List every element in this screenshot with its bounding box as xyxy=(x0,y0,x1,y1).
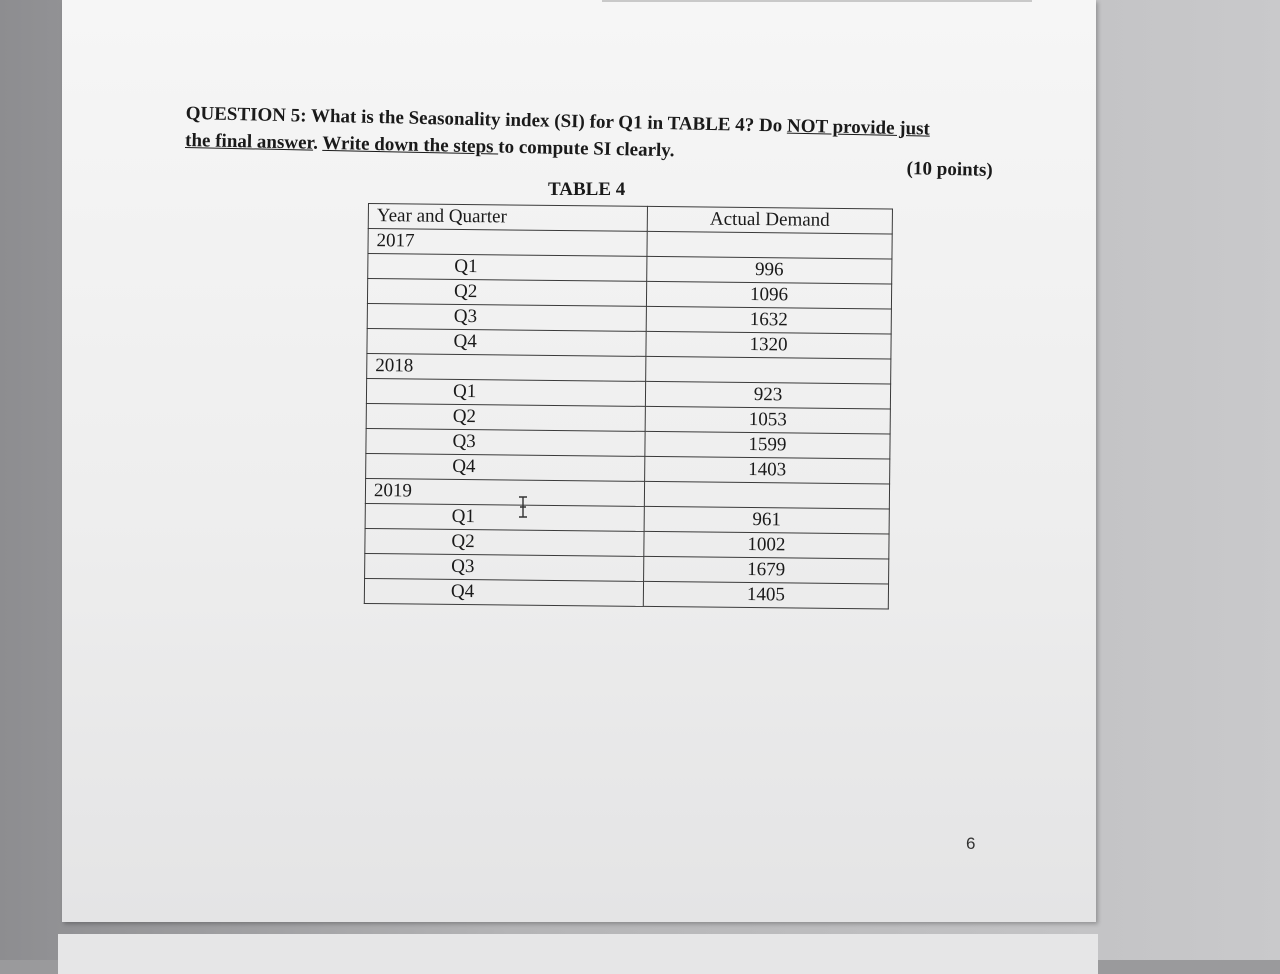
demand-cell: 1320 xyxy=(646,331,891,359)
not-provide-text: NOT provide just xyxy=(786,115,931,140)
demand-cell: 1405 xyxy=(643,581,888,609)
demand-cell: 1002 xyxy=(644,531,889,559)
final-answer-text: the final answer xyxy=(184,129,314,154)
top-rule xyxy=(602,0,1032,2)
demand-cell: 1599 xyxy=(645,431,890,459)
demand-table xyxy=(364,203,893,609)
year-empty-cell xyxy=(647,231,892,259)
quarter-cell: Q4 xyxy=(364,578,643,606)
demand-cell: 1403 xyxy=(645,456,890,484)
quarter-cell: Q3 xyxy=(367,303,646,331)
header-actual-demand: Actual Demand xyxy=(647,206,892,234)
year-empty-cell xyxy=(644,481,889,509)
year-cell: 2018 xyxy=(367,353,646,381)
quarter-cell: Q4 xyxy=(367,328,646,356)
quarter-cell: Q2 xyxy=(366,403,645,431)
page-number: 6 xyxy=(966,834,976,853)
year-empty-cell xyxy=(646,356,891,384)
table-title: TABLE 4 xyxy=(548,179,626,200)
demand-cell: 923 xyxy=(645,381,890,409)
demand-cell: 961 xyxy=(644,506,889,534)
demand-cell: 1632 xyxy=(646,306,891,334)
quarter-cell: Q3 xyxy=(366,428,645,456)
separator-text: . xyxy=(312,132,323,154)
points-label: (10 points) xyxy=(906,158,993,181)
quarter-cell: Q2 xyxy=(365,528,644,556)
text-cursor-icon xyxy=(516,496,530,518)
quarter-cell: Q1 xyxy=(366,378,645,406)
write-steps-text: Write down the steps xyxy=(322,132,499,158)
year-cell: 2017 xyxy=(368,229,647,257)
demand-cell: 996 xyxy=(647,256,892,284)
compute-text: to compute SI clearly. xyxy=(498,136,675,162)
demand-table-wrapper xyxy=(364,203,893,609)
quarter-cell: Q1 xyxy=(368,254,647,282)
demand-cell: 1096 xyxy=(646,281,891,309)
table-row xyxy=(364,578,888,608)
quarter-cell: Q3 xyxy=(365,553,644,581)
question-label: QUESTION 5: xyxy=(185,102,307,127)
quarter-cell: Q1 xyxy=(365,503,644,531)
quarter-cell: Q4 xyxy=(366,453,645,481)
header-year-quarter: Year and Quarter xyxy=(368,204,647,232)
demand-cell: 1053 xyxy=(645,406,890,434)
year-cell: 2019 xyxy=(365,478,644,506)
quarter-cell: Q2 xyxy=(367,279,646,307)
demand-cell: 1679 xyxy=(644,556,889,584)
next-page-edge xyxy=(58,934,1098,974)
question-body: What is the Seasonality index (SI) for Q1 in TABLE 4? Do xyxy=(306,105,788,137)
